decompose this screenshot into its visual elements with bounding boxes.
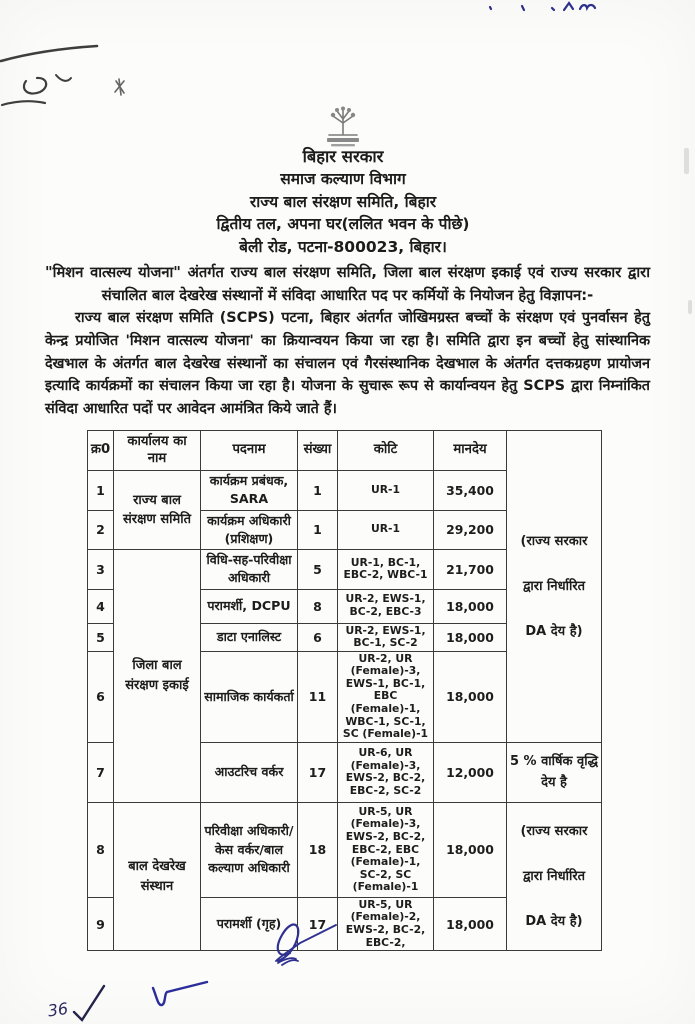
header-serial: क्र0 — [88, 431, 114, 471]
note-line: (राज्य सरकार — [520, 824, 588, 840]
pay-cell: 21,700 — [434, 550, 507, 590]
pay-cell: 29,200 — [434, 510, 507, 550]
header-count: संख्या — [298, 431, 338, 471]
count-cell: 5 — [298, 550, 338, 590]
note-line: (राज्य सरकार — [520, 533, 588, 549]
vacancy-table — [87, 430, 602, 951]
pay-cell: 18,000 — [434, 623, 507, 651]
pay-cell: 18,000 — [434, 589, 507, 623]
category-cell: UR-6, UR (Female)-3, EWS-2, BC-2, EBC-2, SC-2 — [338, 742, 434, 802]
serial-cell: 4 — [88, 589, 114, 623]
post-cell: परामर्शी (गृह) — [201, 897, 298, 950]
category-cell: UR-2, EWS-1, BC-2, EBC-3 — [338, 589, 434, 623]
category-cell: UR-5, UR (Female)-2, EWS-2, BC-2, EBC-2, — [338, 897, 434, 950]
table-header-row — [88, 431, 602, 471]
post-cell: आउटरिच वर्कर — [201, 742, 298, 802]
category-cell: UR-1, BC-1, EBC-2, WBC-1 — [338, 550, 434, 590]
count-cell: 18 — [298, 802, 338, 897]
serial-cell: 6 — [88, 651, 114, 742]
post-cell: परिवीक्षा अधिकारी/ केस वर्कर/बाल कल्याण अधिकारी — [201, 802, 298, 897]
count-cell: 8 — [298, 589, 338, 623]
note-cell-state-da-2 — [507, 802, 602, 950]
post-cell: परामर्शी, DCPU — [201, 589, 298, 623]
pay-cell: 18,000 — [434, 802, 507, 897]
serial-cell: 7 — [88, 742, 114, 802]
count-cell: 17 — [298, 897, 338, 950]
post-cell: सामाजिक कार्यकर्ता — [201, 651, 298, 742]
blue-ink-marks — [480, 0, 670, 22]
signature-ink — [248, 913, 348, 971]
note-cell-annual-increment — [507, 742, 602, 802]
office-cell-cci: बाल देखरेख संस्थान — [114, 802, 201, 950]
note-line: 5 % वार्षिक वृद्धि — [509, 754, 599, 770]
header-category: कोटि — [338, 431, 434, 471]
header-post: पदनाम — [201, 431, 298, 471]
serial-cell: 3 — [88, 550, 114, 590]
count-cell: 1 — [298, 510, 338, 550]
serial-cell: 5 — [88, 623, 114, 651]
pay-cell: 18,000 — [434, 897, 507, 950]
office-cell-dcpu: जिला बाल संरक्षण इकाई — [114, 550, 201, 803]
count-cell: 1 — [298, 471, 338, 511]
scan-smudge — [688, 300, 692, 314]
pay-cell: 35,400 — [434, 471, 507, 511]
count-cell: 17 — [298, 742, 338, 802]
note-line: देय है — [541, 775, 567, 791]
bihar-government-emblem-icon — [317, 106, 369, 150]
header-pay: मानदेय — [434, 431, 507, 471]
office-cell-scps: राज्य बाल संरक्षण समिति — [114, 471, 201, 550]
count-cell: 11 — [298, 651, 338, 742]
note-line: द्वारा निर्धारित — [522, 869, 586, 885]
advertisement-intro — [45, 261, 650, 421]
serial-cell: 2 — [88, 510, 114, 550]
letterhead-address-line2: बेली रोड, पटना-800023, बिहार। — [239, 237, 447, 256]
letterhead-government-name: बिहार सरकार — [302, 147, 384, 166]
corner-scribble-ink — [0, 25, 130, 115]
tick-mark — [74, 986, 104, 1020]
page-number-ink — [42, 982, 122, 1024]
checkmark-ink — [145, 978, 220, 1020]
advertisement-body: राज्य बाल संरक्षण समिति (SCPS) पटना, बिहार अंतर्गत जोखिमग्रस्त बच्चों के संरक्षण एवं पुनर्वासन हेतु केन्द्र प्रयोजित 'मिशन वात्सल्य योजना' का क्रियान्वयन किया जा रहा है। समिति द्वारा इन बच्चों हेतु सांस्थानिक देखभाल के अंतर्गत बाल देखरेख संस्थानों का संचालन एवं गैरसंस्थानिक देखभाल के अंतर्गत दत्तकग्रहण प्रायोजन इत्यादि कार्यक्रमों का संचालन किया जा रहा है। योजना के सुचारू रूप से कार्यान्वयन हेतु SCPS द्वारा निम्नांकित संविदा आधारित पदों पर आवेदन आमंत्रित किये जाते हैं। — [45, 310, 650, 418]
count-cell: 6 — [298, 623, 338, 651]
category-cell: UR-2, EWS-1, BC-1, SC-2 — [338, 623, 434, 651]
serial-cell: 8 — [88, 802, 114, 897]
page-number-text: 36 — [46, 998, 70, 1021]
category-cell: UR-1 — [338, 471, 434, 511]
note-line: द्वारा निर्धारित — [522, 578, 586, 594]
category-cell: UR-2, UR (Female)-3, EWS-1, BC-1, EBC (Female)-1, WBC-1, SC-1, SC (Female)-1 — [338, 651, 434, 742]
post-cell: विधि-सह-परिवीक्षा अधिकारी — [201, 550, 298, 590]
table-row — [88, 802, 602, 897]
note-line: DA देय है) — [525, 623, 583, 639]
serial-cell: 9 — [88, 897, 114, 950]
letterhead — [0, 146, 686, 258]
category-cell: UR-1 — [338, 510, 434, 550]
category-cell: UR-5, UR (Female)-3, EWS-2, BC-2, EBC-2, EBC (Female)-1, SC-2, SC (Female)-1 — [338, 802, 434, 897]
post-cell: कार्यक्रम प्रबंधक, SARA — [201, 471, 298, 511]
letterhead-office-name: राज्य बाल संरक्षण समिति, बिहार — [249, 192, 437, 211]
post-cell: कार्यक्रम अधिकारी (प्रशिक्षण) — [201, 510, 298, 550]
note-line: DA देय है) — [525, 914, 583, 930]
header-office: कार्यालय का नाम — [114, 431, 201, 471]
letterhead-department-name: समाज कल्याण विभाग — [280, 170, 406, 189]
advertisement-title: "मिशन वात्सल्य योजना" अंतर्गत राज्य बाल संरक्षण समिति, जिला बाल संरक्षण इकाई एवं राज्य सरकार द्वारा संचालित बाल देखरेख संस्थानों में संविदा आधारित पद पर कर्मियों के नियोजन हेतु विज्ञापन:- — [45, 264, 650, 304]
post-cell: डाटा एनालिस्ट — [201, 623, 298, 651]
pay-cell: 12,000 — [434, 742, 507, 802]
letterhead-address-line1: द्वितीय तल, अपना घर(ललित भवन के पीछे) — [216, 215, 470, 234]
pay-cell: 18,000 — [434, 651, 507, 742]
note-cell-state-da — [507, 431, 602, 743]
serial-cell: 1 — [88, 471, 114, 511]
